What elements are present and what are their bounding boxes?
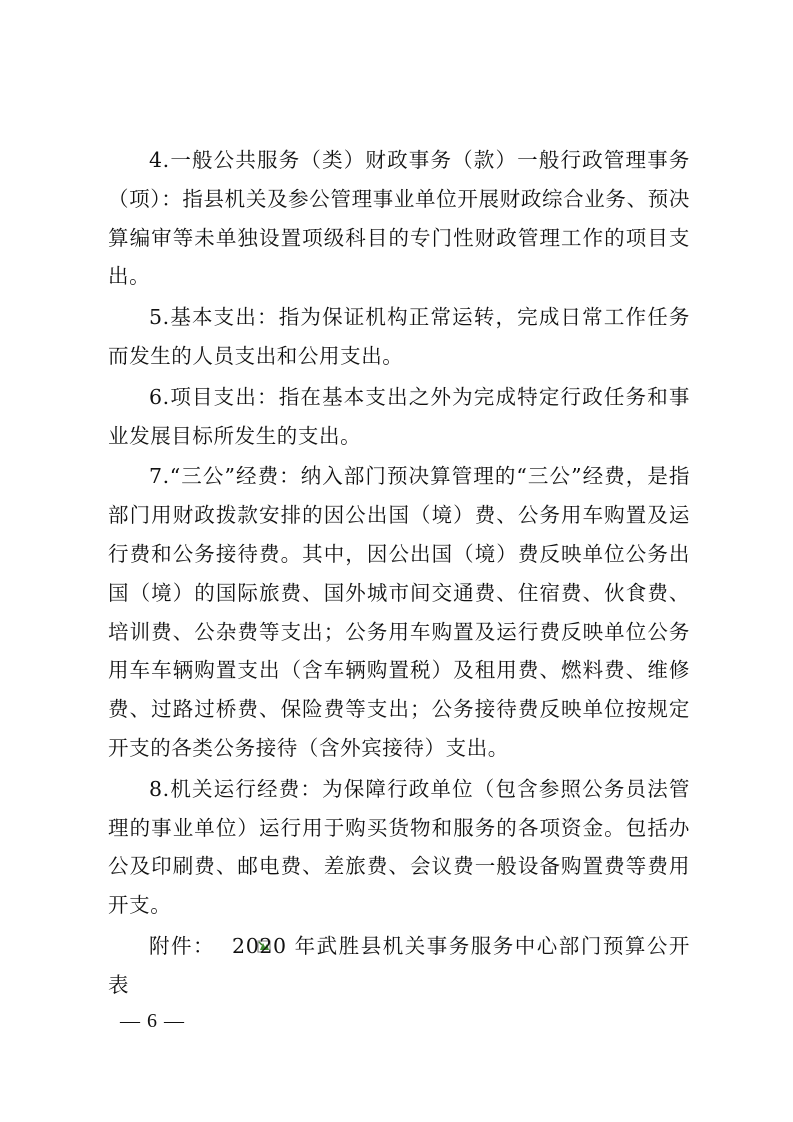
attachment-icon[interactable]: [216, 928, 231, 943]
attachment-label: 附件：: [149, 933, 216, 958]
document-body: [108, 141, 690, 1007]
paragraph-general-admin: 4.一般公共服务（类）财政事务（款）一般行政管理事务（项）：指县机关及参公管理事业单位开展财政综合业务、预决算编审等未单独设置项级科目的专门性财政管理工作的项目支出。: [108, 148, 690, 289]
paragraph-project-expenditure: 6.项目支出：指在基本支出之外为完成特定行政任务和事业发展目标所发生的支出。: [108, 384, 690, 448]
page-number: — 6 —: [120, 1010, 185, 1032]
attachment-line: [108, 927, 690, 1005]
paragraph-basic-expenditure: 5.基本支出：指为保证机构正常运转，完成日常工作任务而发生的人员支出和公用支出。: [108, 305, 690, 368]
attachment-title[interactable]: 2020 年武胜县机关事务服务中心部门预算公开表: [108, 933, 690, 997]
paragraph-three-public-funds: 7.“三公”经费：纳入部门预决算管理的“三公”经费，是指部门用财政拨款安排的因公出国（境）费、公务用车购置及运行费和公务接待费。其中，因公出国（境）费反映单位公务出国（境）的国际旅费、国外城市间交通费、住宿费、伙食费、培训费、公杂费等支出；公务用车购置及运行费反映单位公务用车车辆购置支出（含车辆购置税）及租用费、燃料费、维修费、过路过桥费、保险费等支出；公务接待费反映单位按规定开支的各类公务接待（含外宾接待）支出。: [108, 464, 690, 760]
paragraph-operating-funds: 8.机关运行经费：为保障行政单位（包含参照公务员法管理的事业单位）运行用于购买货物和服务的各项资金。包括办公及印刷费、邮电费、差旅费、会议费一般设备购置费等费用开支。: [108, 776, 690, 918]
